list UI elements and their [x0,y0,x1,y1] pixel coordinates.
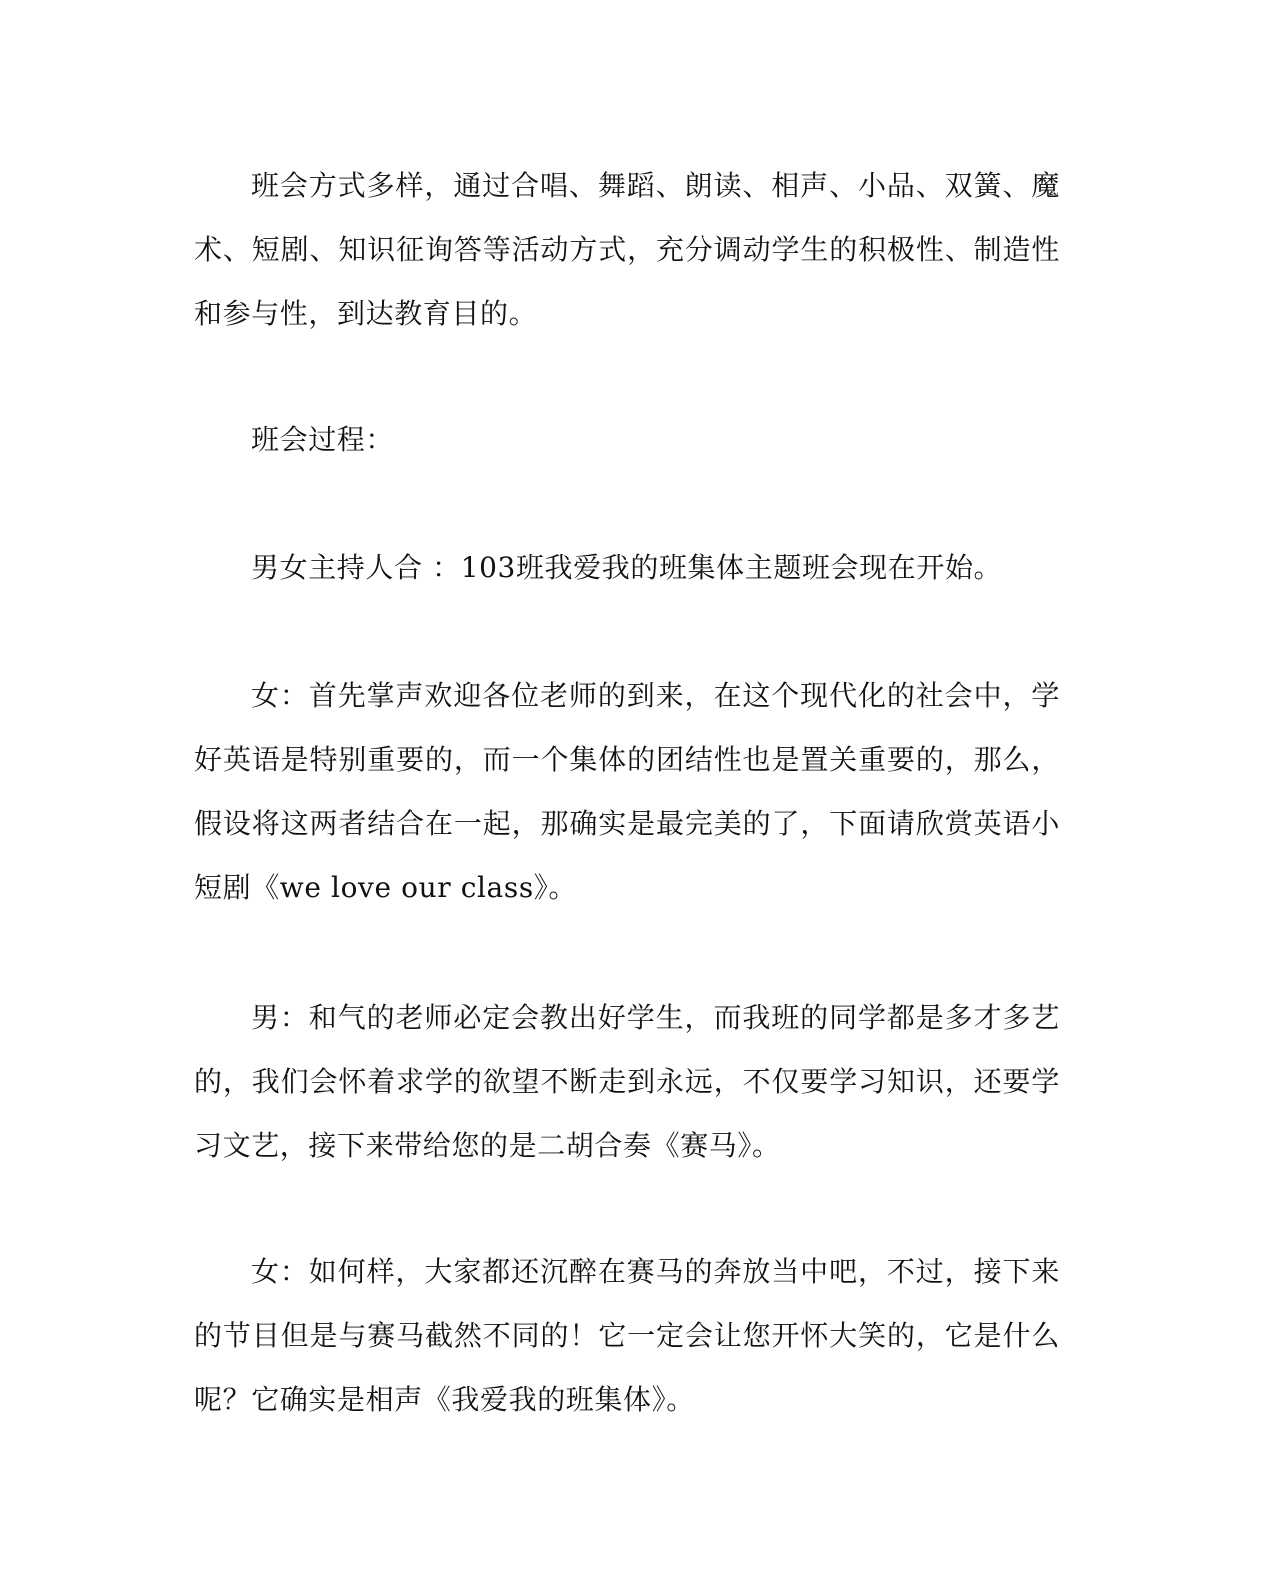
paragraph-female-host-english-play: 女：首先掌声欢迎各位老师的到来，在这个现代化的社会中，学好英语是特别重要的，而一个集体的团结性也是置关重要的，那么，假设将这两者结合在一起，那确实是最完美的了，下面请欣赏英语小短剧《we love our class》。 [194,679,1060,904]
paragraph-activity-methods: 班会方式多样，通过合唱、舞蹈、朗读、相声、小品、双簧、魔术、短剧、知识征询答等活动方式，充分调动学生的积极性、制造性和参与性，到达教育目的。 [194,169,1060,330]
paragraph-female-host-crosstalk: 女：如何样，大家都还沉醉在赛马的奔放当中吧，不过，接下来的节目但是与赛马截然不同的！它一定会让您开怀大笑的，它是什么呢？它确实是相声《我爱我的班集体》。 [194,1255,1060,1416]
paragraph-male-host-erhu: 男：和气的老师必定会教出好学生，而我班的同学都是多才多艺的，我们会怀着求学的欲望不断走到永远，不仅要学习知识，还要学习文艺，接下来带给您的是二胡合奏《赛马》。 [194,1001,1060,1162]
paragraph-hosts-opening: 男女主持人合 ：103班我爱我的班集体主题班会现在开始。 [251,551,1003,584]
paragraph-meeting-process-heading: 班会过程： [251,423,395,456]
